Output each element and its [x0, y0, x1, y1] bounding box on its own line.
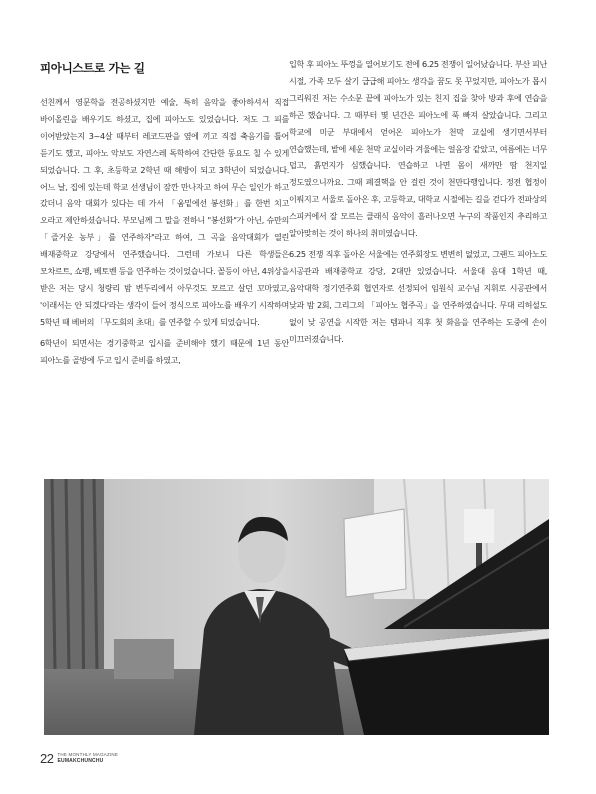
pianist-photo [44, 479, 549, 735]
paragraph: 입학 후 피아노 뚜껑을 열어보기도 전에 6.25 전쟁이 일어났습니다. 부산 피난 시절, 가족 모두 살기 급급해 피아노 생각을 꿈도 못 꾸었지만, 피아노가 몹시 그리워진 저는 수소문 끝에 피아노가 있는 친지 집을 찾아 방과 후에 연습을 하곤 했습니다. 그 때부터 몇 년간은 피아노에 푹 빠져 살았습니다. 그리고 학교에 미군 부대에서 얻어온 피아노가 천막 교실에 생기면서부터 연습했는데, 밭에 세운 천막 교실이라 겨울에는 얼음장 같았고, 여름에는 너무 덥고, 흙먼지가 심했습니다. 연습하고 나면 몸이 새까만 땀 천지일 정도였으니까요. 그때 폐결핵을 안 걸린 것이 천만다행입니다. 정전 협정이 이뤄지고 서울로 돌아온 후, 고등학교, 대학교 시절에는 길을 걷다가 전파상의 스피커에서 잘 모르는 클래식 음악이 흘러나오면 누구의 작품인지 추리하고 알아맞히는 것이 하나의 취미였습니다. [289, 59, 547, 239]
left-column [40, 56, 289, 373]
paragraph: 6.25 전쟁 직후 돌아온 서울에는 연주회장도 변변히 없었고, 그랜드 피아노도 시공관과 배재중학교 강당, 2대만 있었습니다. 서울대 음대 1학년 때, 음악대학 정기연주회 협연자로 선정되어 임원식 교수님 지휘로 시공관에서 낮과 밤 2회, 그리그의 「피아노 협주곡」을 연주하였습니다. 무대 리허설도 없이 낮 공연을 시작한 저는 템파니 직후 첫 화음을 연주하는 도중에 손이 미끄러졌습니다. [289, 248, 547, 344]
paragraph: 선친께서 영문학을 전공하셨지만 예술, 특히 음악을 좋아하셔서 직접 바이올린을 배우기도 하셨고, 집에 피아노도 있었습니다. 저도 그 피를 이어받았는지 3~4살 때부터 레코드판을 옆에 끼고 직접 축음기를 틀어 듣기도 했고, 피아노 악보도 자연스레 독학하여 간단한 동요도 칠 수 있게 되었습니다. 그 후, 초등학교 2학년 때 해방이 되고 3학년이 되었습니다. 어느 날, 집에 있는데 학교 선생님이 잠깐 만나자고 하여 무슨 일인가 하고 갔더니 음악 대회가 있다는 데 가서 「움밑에선 봉선화」를 한번 치고 오라고 제안하셨습니다. 부모님께 그 말을 전하니 "봉선화"가 아닌, 슈만의 「즐거운 농부」를 연주하자"라고 하여, 그 곡을 음악대회가 열린 배재중학교 강당에서 연주했습니다. 그런데 가보니 다른 학생들은 모차르트, 쇼팽, 베토벤 등을 연주하는 것이었습니다. 꼴등이 아닌, 4위상을 받은 저는 당시 청량리 밤 변두리에서 아무것도 모르고 살던 꼬마였고, '이래서는 안 되겠다'라는 생각이 들어 정식으로 피아노를 배우기 시작하며 5학년 때 베버의 「무도회의 초대」를 연주할 수 있게 되었습니다. [40, 97, 289, 327]
paragraph: 6학년이 되면서는 경기중학교 입시를 준비해야 했기 때문에 1년 동안 피아노를 골방에 두고 입시 준비를 하였고, [40, 337, 289, 365]
page-number: 22 [40, 750, 54, 766]
section-title: 피아니스트로 가는 길 [40, 61, 145, 75]
magazine-title: EUMAKCHUNCHU [57, 758, 104, 764]
right-column [289, 56, 547, 351]
magazine-name [57, 752, 118, 764]
magazine-subtitle: THE MONTHLY MAGAZINE [57, 752, 119, 757]
page-footer [40, 748, 118, 768]
